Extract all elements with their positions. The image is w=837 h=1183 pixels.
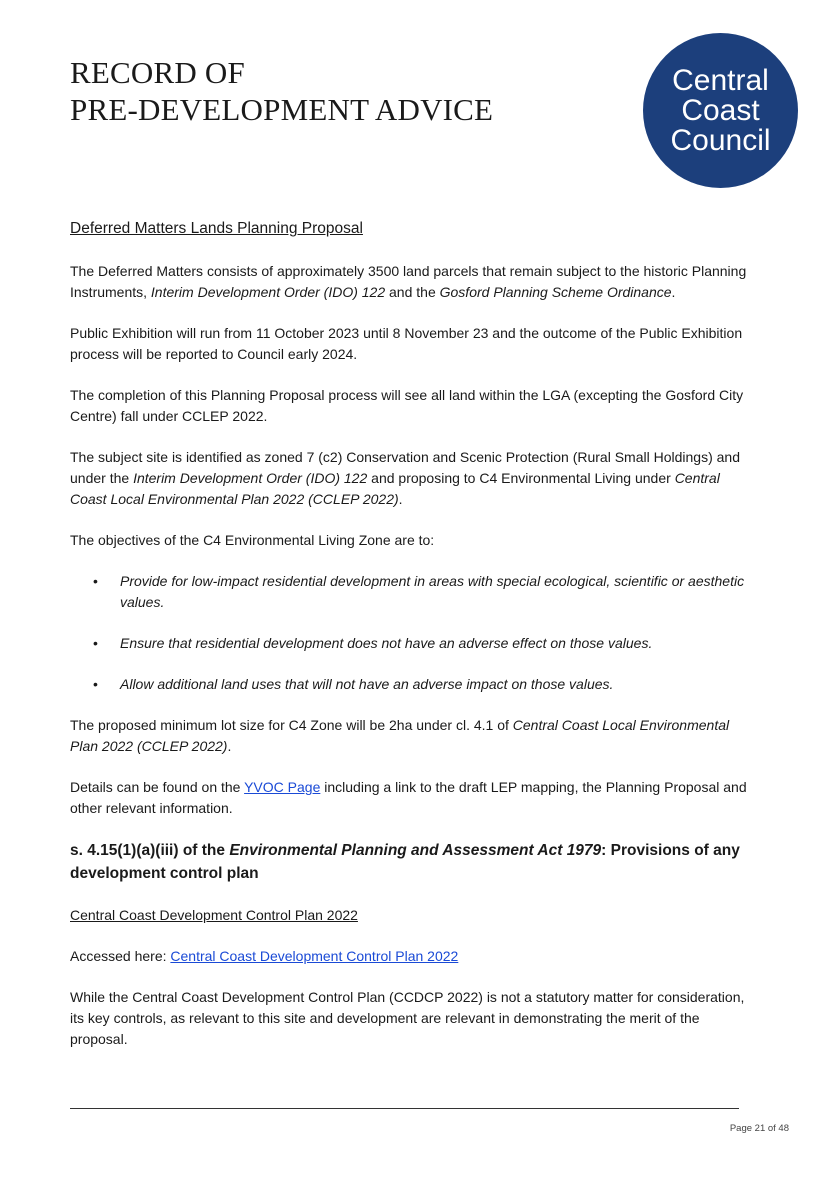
bullet-icon: • <box>93 676 98 692</box>
objectives-list <box>70 571 750 695</box>
yvoc-page-link[interactable]: YVOC Page <box>244 779 321 795</box>
list-item <box>93 633 750 654</box>
accessed-here-paragraph <box>70 946 750 967</box>
page-title <box>70 54 493 128</box>
text-run: The Deferred Matters consists of approximately 3500 land parcels that remain subject to the historic Planning Instruments, <box>70 263 747 300</box>
deferred-matters-paragraph <box>70 261 750 303</box>
text-run: including a link to the draft LEP mapping, the Planning Proposal and other relevant information. <box>70 779 747 816</box>
objectives-intro-paragraph: The objectives of the C4 Environmental Living Zone are to: <box>70 532 435 548</box>
list-item <box>93 674 750 695</box>
text-run: s. 4.15(1)(a)(iii) of the <box>70 842 230 859</box>
logo-text-line-2: Coast <box>681 93 760 127</box>
list-item-text: Provide for low-impact residential development in areas with special ecological, scientific or aesthetic values. <box>120 573 745 610</box>
emphasis-gosford-scheme: Gosford Planning Scheme Ordinance <box>439 284 672 300</box>
completion-paragraph: The completion of this Planning Proposal process will see all land within the LGA (excepting the Gosford City Centre) fall under CCLEP 2022. <box>70 387 744 424</box>
emphasis-act-title: Environmental Planning and Assessment Act 1979 <box>229 842 602 859</box>
emphasis-cclep: Central Coast Local Environmental Plan 2022 (CCLEP 2022) <box>70 470 720 507</box>
text-run: . <box>398 491 403 507</box>
text-run: Details can be found on the <box>70 779 245 795</box>
footer-divider <box>70 1108 739 1109</box>
ccdcp-link[interactable]: Central Coast Development Control Plan 2022 <box>170 948 459 964</box>
central-coast-council-logo <box>643 33 798 188</box>
text-run: Accessed here: <box>70 948 171 964</box>
text-run: . <box>671 284 676 300</box>
page-number: Page 21 of 48 <box>729 1123 789 1134</box>
emphasis-ido: Interim Development Order (IDO) 122 <box>133 470 368 486</box>
page-title-line-2: PRE-DEVELOPMENT ADVICE <box>70 92 494 127</box>
text-run: : Provisions of any development control plan <box>70 842 740 882</box>
text-run: The subject site is identified as zoned 7 (c2) Conservation and Scenic Protection (Rural Small Holdings) and under the <box>70 449 741 486</box>
list-item-text: Allow additional land uses that will not have an adverse impact on those values. <box>120 676 614 692</box>
list-item-text: Ensure that residential development does not have an adverse effect on those values. <box>120 635 653 651</box>
dcp-provisions-heading <box>70 839 750 885</box>
emphasis-ido: Interim Development Order (IDO) 122 <box>150 284 386 300</box>
ccdcp-subheading: Central Coast Development Control Plan 2022 <box>70 907 358 923</box>
bullet-icon: • <box>93 573 98 589</box>
text-run: and the <box>385 284 440 300</box>
logo-text-line-1: Central <box>672 63 769 97</box>
subject-site-paragraph <box>70 447 750 510</box>
text-run: and proposing to C4 Environmental Living under <box>367 470 675 486</box>
page-title-line-1: RECORD OF <box>70 55 245 90</box>
list-item <box>93 571 750 613</box>
logo-text-line-3: Council <box>670 123 771 157</box>
text-run: . <box>227 738 232 754</box>
section-heading: Deferred Matters Lands Planning Proposal <box>70 220 363 237</box>
minimum-lot-size-paragraph <box>70 715 750 757</box>
document-body <box>70 218 750 1070</box>
public-exhibition-paragraph: Public Exhibition will run from 11 October 2023 until 8 November 23 and the outcome of the Public Exhibition process will be reported to Council early 2024. <box>70 325 743 362</box>
emphasis-cclep: Central Coast Local Environmental Plan 2022 (CCLEP 2022) <box>70 717 730 754</box>
bullet-icon: • <box>93 635 98 651</box>
text-run: The proposed minimum lot size for C4 Zone will be 2ha under cl. 4.1 of <box>70 717 513 733</box>
ccdcp-statement-paragraph: While the Central Coast Development Control Plan (CCDCP 2022) is not a statutory matter for consideration, its key controls, as relevant to this site and development are relevant in demonstrating the merit of the proposal. <box>70 989 745 1047</box>
details-paragraph <box>70 777 750 819</box>
